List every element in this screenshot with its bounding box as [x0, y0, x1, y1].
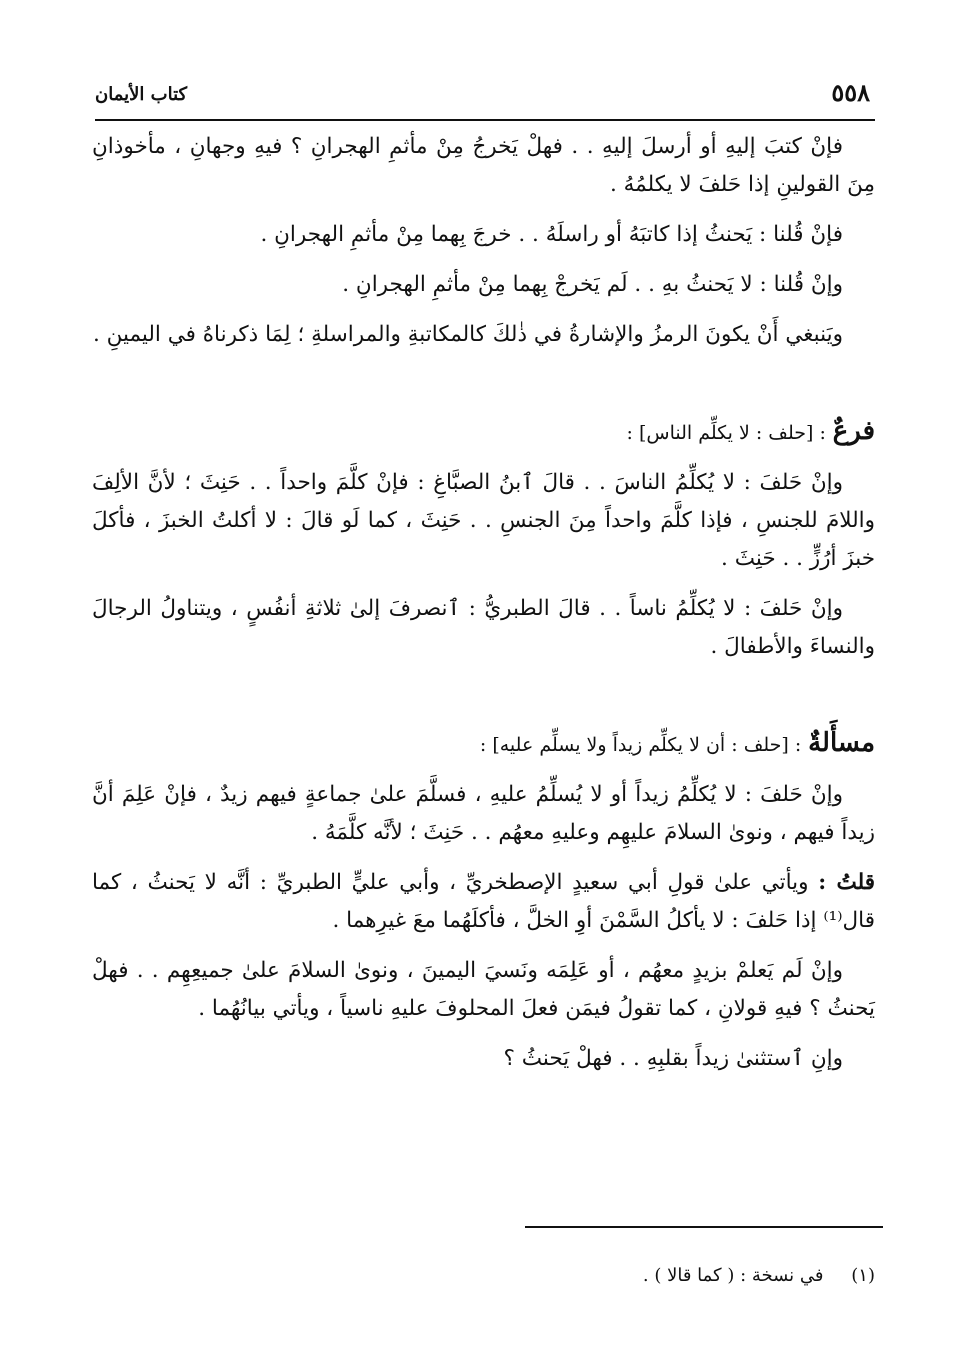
paragraph: وإنْ حَلفَ : لا يُكلِّمُ الناسَ . . قالَ ٱبنُ الصبَّاغِ : فإنْ كلَّمَ واحداً . . حَنِثَ ؛ لأنَّ الألِفَ واللامَ للجنسِ ، فإذا كلَّمَ واحداً مِنَ الجنسِ . . حَنِثَ ، كما لَو قالَ : لا أكلتُ الخبزَ ، فأكلَ خبزَ أرُزٍّ . . حَنِثَ . [92, 470, 875, 571]
section-spacer [92, 678, 875, 724]
section-title: : [حلف : أن لا يكلِّم زيداً ولا يسلِّم عليه] : [479, 734, 802, 756]
header-divider [95, 119, 875, 121]
section-label: فرعٌ [832, 416, 875, 446]
section-title: : [حلف : لا يكلِّم الناس] : [626, 422, 826, 444]
page-number: ٥٥٨ [831, 78, 870, 107]
running-title: كتاب الأيمان [95, 84, 188, 105]
paragraph: فإنْ قُلنا : يَحنثُ إذا كاتبَهُ أو راسلَهُ . . خرجَ بِهما مِنْ مأثمِ الهجرانِ . [260, 222, 843, 247]
section-heading-far [92, 412, 875, 452]
qult-label: قلتُ : [818, 870, 875, 895]
paragraph: وإنْ لَم يَعلمْ بزيدٍ معهُم ، أو عَلِمَه ونَسيَ اليمينَ ، ونوىٰ السلامَ علىٰ جميعِهِم . . فهلْ يَحنثُ ؟ فيهِ قولانِ ، كما تقولُ فيمَن فعلَ المحلوفَ عليهِ ناسياً ، ويأتي بيانُهُما . [92, 958, 875, 1021]
paragraph: وإنْ حَلفَ : لا يُكلِّمُ زيداً أو لا يُسلِّمُ عليهِ ، فسلَّمَ علىٰ جماعةٍ فيهم زيدٌ ، فإنْ عَلِمَ أنَّ زيداً فيهم ، ونوىٰ السلامَ عليهِم وعليهِ معهُم . . حَنِثَ ؛ لأنَّه كلَّمَهُ . [92, 782, 875, 845]
qult-text: ويأتي علىٰ قولِ أبي سعيدٍ الإصطخريِّ ، وأبي عليٍّ الطبريِّ : أنَّه لا يَحنثُ ، كما قال⁽¹⁾ إذا حَلفَ : لا يأكلُ السَّمْنَ أوِ الخلَّ ، فأكلَهُما معَ غيرِهما . [92, 870, 875, 933]
footnote-number: (١) [851, 1265, 875, 1286]
paragraph: ويَنبغي أَنْ يكونَ الرمزُ والإشارةُ في ذٰلكَ كالمكاتبةِ والمراسلةِ ؛ لِمَا ذكرناهُ في اليمينِ . [92, 322, 843, 347]
paragraph: وإنِ ٱستثنىٰ زيداً بقلبِهِ . . فهلْ يَحنثُ ؟ [503, 1046, 843, 1071]
paragraph: وإنْ حَلفَ : لا يُكلِّمُ ناساً . . قالَ الطبريُّ : ٱنصرفَ إلىٰ ثلاثةِ أنفُسٍ ، ويتناولُ الرجالَ والنساءَ والأطفالَ . [92, 596, 875, 659]
footnote [643, 1262, 875, 1290]
qult-paragraph [92, 864, 875, 940]
section-spacer [92, 366, 875, 412]
footnote-divider [525, 1226, 883, 1228]
section-heading-masala [92, 724, 875, 764]
page-header [95, 78, 870, 114]
main-text [92, 128, 875, 1090]
footnote-text: في نسخة : ( كما قالا ) . [642, 1265, 824, 1286]
paragraph: وإنْ قُلنا : لا يَحنثُ بهِ . . لَم يَخرجْ بِهما مِنْ مأثمِ الهجرانِ . [342, 272, 843, 297]
paragraph: فإنْ كتبَ إليهِ أو أرسلَ إليهِ . . فهلْ يَخرجُ مِنْ مأثمِ الهجرانِ ؟ فيهِ وجهانِ ، مأخوذانِ مِنَ القولينِ إذا حَلفَ لا يكلمُهُ . [92, 134, 875, 197]
section-label: مسأَلةٌ [808, 728, 875, 758]
